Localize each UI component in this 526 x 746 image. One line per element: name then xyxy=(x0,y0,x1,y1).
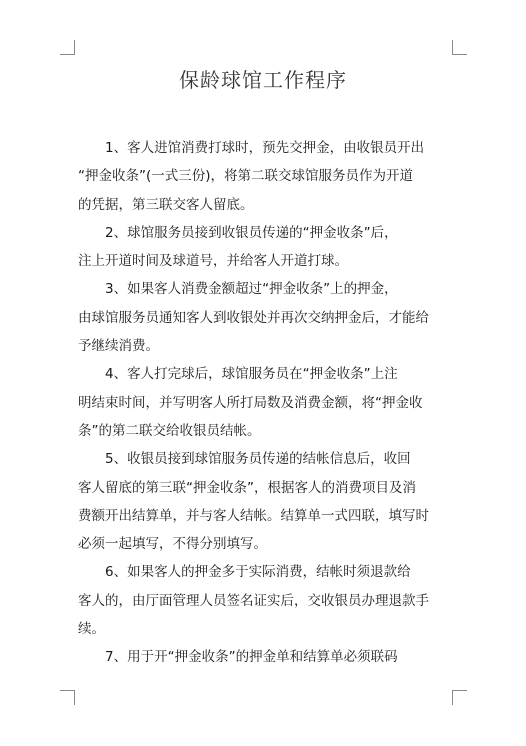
paragraph-line: 由球馆服务员通知客人到收银处并再次交纳押金后，才能给 xyxy=(78,309,429,326)
paragraph-7 xyxy=(78,643,458,671)
page-corner-mark-top-right xyxy=(452,40,467,55)
paragraph-line: 客人的，由厅面管理人员签名证实后，交收银员办理退款手 xyxy=(78,592,429,609)
paragraph-line: 的凭据，第三联交客人留底。 xyxy=(78,196,254,213)
paragraph-line: 费额开出结算单，并与客人结帐。结算单一式四联，填写时 xyxy=(78,507,429,524)
paragraph-line: 注上开道时间及球道号，并给客人开道打球。 xyxy=(78,253,348,270)
document-body xyxy=(78,134,458,672)
paragraph-line: 必须一起填写，不得分别填写。 xyxy=(78,536,267,553)
paragraph-line: “押金收条”(一式三份)，将第二联交球馆服务员作为开道 xyxy=(78,168,414,185)
paragraph-line: 7、用于开“押金收条”的押金单和结算单必须联码 xyxy=(105,649,398,666)
page-corner-mark-top-left xyxy=(60,40,75,55)
paragraph-3 xyxy=(78,275,458,360)
paragraph-2 xyxy=(78,219,458,276)
document-title: 保龄球馆工作程序 xyxy=(179,68,347,92)
paragraph-1 xyxy=(78,134,458,219)
page-corner-mark-bottom-left xyxy=(60,690,75,705)
paragraph-line: 5、收银员接到球馆服务员传递的结帐信息后，收回 xyxy=(105,451,411,468)
paragraph-line: 明结束时间，并写明客人所打局数及消费金额，将“押金收 xyxy=(78,394,423,411)
paragraph-6 xyxy=(78,558,458,643)
paragraph-5 xyxy=(78,445,458,558)
paragraph-line: 条”的第二联交给收银员结帐。 xyxy=(78,422,261,439)
page-corner-mark-bottom-right xyxy=(452,690,467,705)
paragraph-line: 3、如果客人消费金额超过“押金收条”上的押金， xyxy=(105,281,398,298)
paragraph-4 xyxy=(78,360,458,445)
paragraph-line: 2、球馆服务员接到收银员传递的“押金收条”后， xyxy=(105,224,398,241)
paragraph-line: 续。 xyxy=(78,621,105,638)
paragraph-line: 6、如果客人的押金多于实际消费，结帐时须退款给 xyxy=(105,564,411,581)
paragraph-line: 予继续消费。 xyxy=(78,338,159,355)
paragraph-line: 1、客人进馆消费打球时，预先交押金，由收银员开出 xyxy=(105,140,425,156)
paragraph-line: 4、客人打完球后，球馆服务员在“押金收条”上注 xyxy=(105,366,398,383)
paragraph-line: 客人留底的第三联“押金收条”，根据客人的消费项目及消 xyxy=(78,479,416,496)
